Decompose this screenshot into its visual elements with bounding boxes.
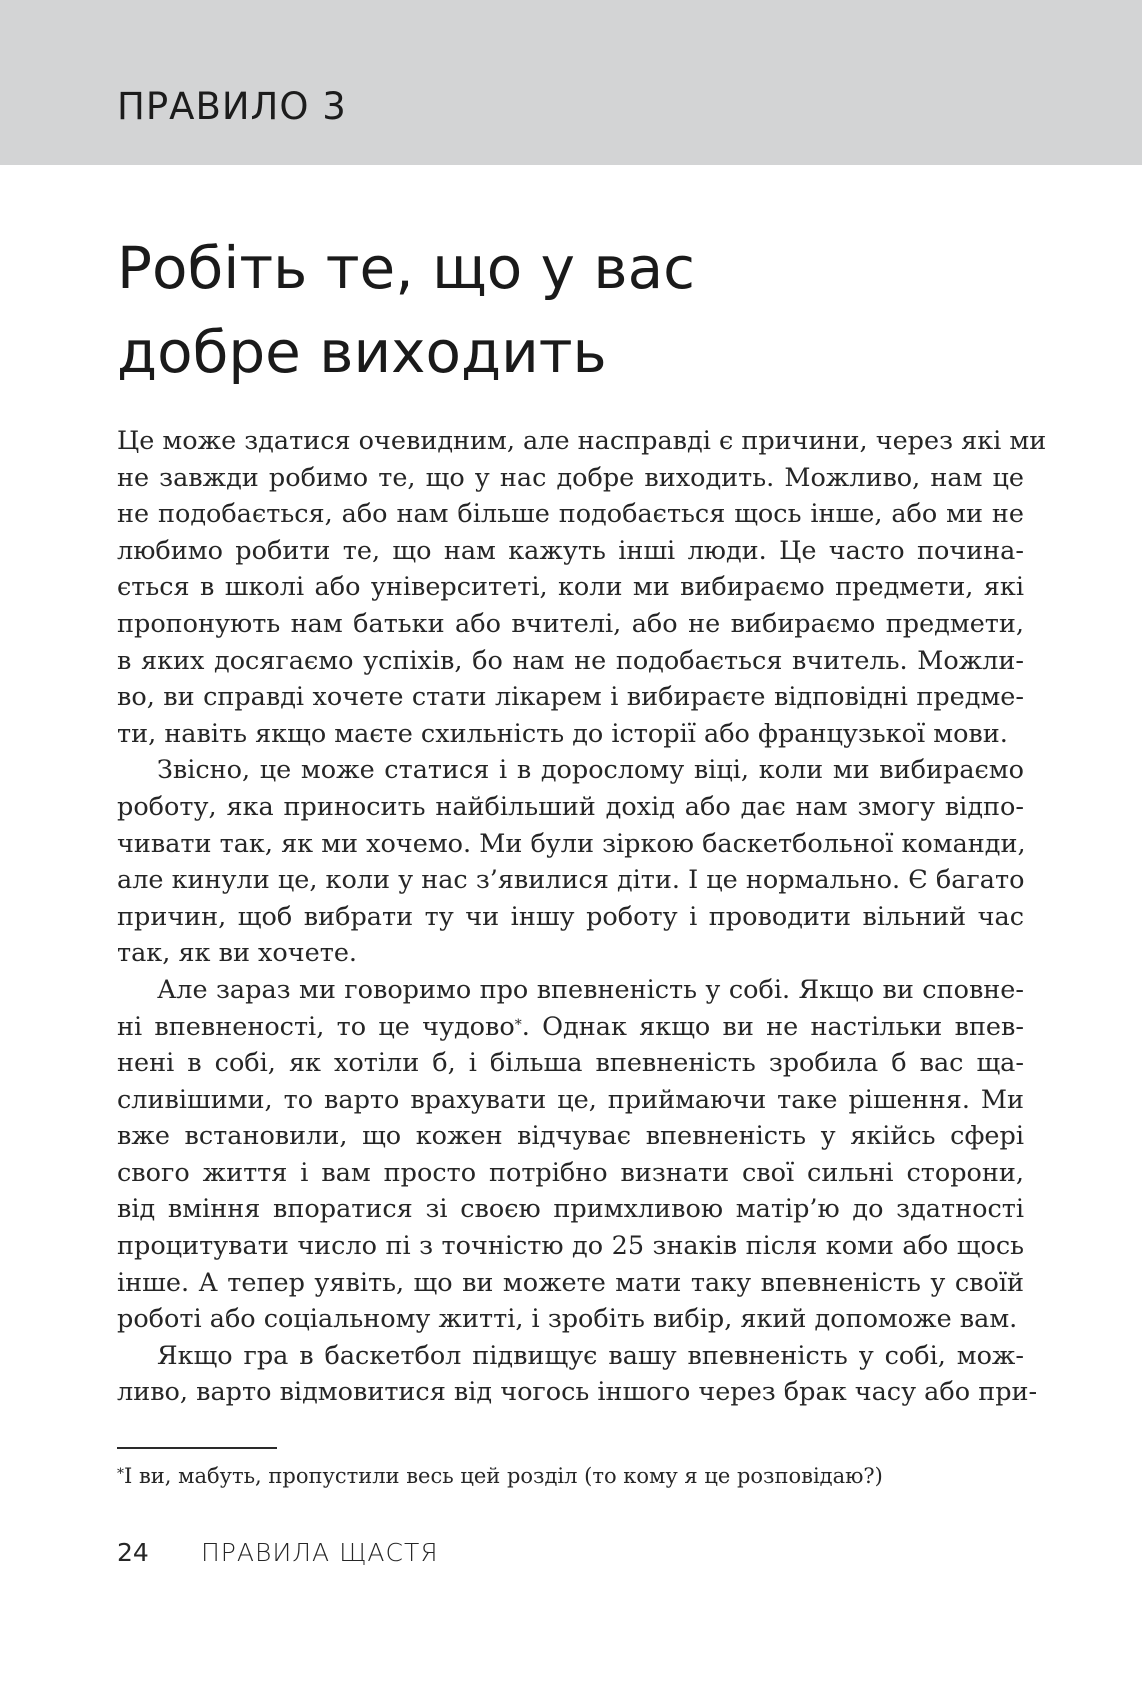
body-line: Але зараз ми говоримо про впевненість у собі. Якщо ви сповне- bbox=[157, 974, 1024, 1005]
body-line: пропонують нам батьки або вчителі, або не вибираємо предмети, bbox=[117, 608, 1024, 639]
body-line: ється в школі або університеті, коли ми вибираємо предмети, які bbox=[117, 572, 1024, 603]
book-title: ПРАВИЛА ЩАСТЯ bbox=[201, 1538, 439, 1567]
body-line: чивати так, як ми хочемо. Ми були зіркою баскетбольної команди, bbox=[117, 828, 1026, 859]
body-line: не завжди робимо те, що у нас добре виходить. Можливо, нам це bbox=[117, 462, 1024, 493]
body-text bbox=[117, 423, 1047, 1411]
footnote-divider bbox=[117, 1447, 277, 1449]
body-line: нені в собі, як хотіли б, і більша впевненість зробила б вас ща- bbox=[117, 1048, 1024, 1079]
body-line: так, як ви хочете. bbox=[117, 938, 358, 969]
body-line: роботі або соціальному житті, і зробіть вибір, який допоможе вам. bbox=[117, 1304, 1018, 1335]
body-line: ти, навіть якщо маєте схильність до історії або французької мови. bbox=[117, 718, 1008, 749]
body-line-part: ні впевненості, то це чудово bbox=[117, 1011, 515, 1042]
body-line: Це може здатися очевидним, але насправді є причини, через які ми bbox=[117, 426, 1047, 456]
rule-label: ПРАВИЛО 3 bbox=[117, 85, 347, 128]
chapter-title bbox=[117, 226, 1037, 394]
body-line: не подобається, або нам більше подобається щось інше, або ми не bbox=[117, 499, 1024, 530]
page-number: 24 bbox=[117, 1538, 149, 1567]
body-line: роботу, яка приносить найбільший дохід або дає нам змогу відпо- bbox=[117, 791, 1024, 822]
chapter-title-line-1: Робіть те, що у вас bbox=[117, 234, 696, 302]
body-line: сливішими, то варто врахувати це, приймаючи таке рішення. Ми bbox=[117, 1084, 1024, 1115]
footnote-marker-ref: * bbox=[117, 1466, 124, 1482]
body-line: Звісно, це може статися і в дорослому віці, коли ми вибираємо bbox=[157, 755, 1024, 786]
header-band bbox=[0, 0, 1142, 165]
body-line: в яких досягаємо успіхів, бо нам не подобається вчитель. Можли- bbox=[117, 645, 1024, 676]
footnote-text: І ви, мабуть, пропустили весь цей розділ (то кому я це розповідаю?) bbox=[124, 1464, 883, 1488]
chapter-title-line-2: добре виходить bbox=[117, 318, 607, 386]
body-line: свого життя і вам просто потрібно визнати свої сильні сторони, bbox=[117, 1157, 1024, 1188]
body-line: інше. А тепер уявіть, що ви можете мати таку впевненість у своїй bbox=[117, 1267, 1024, 1298]
body-line: від вміння впоратися зі своєю примхливою матір’ю до здатності bbox=[117, 1194, 1024, 1225]
body-line: причин, щоб вибрати ту чи іншу роботу і проводити вільний час bbox=[117, 901, 1024, 932]
footnote bbox=[117, 1462, 883, 1490]
body-line: любимо робити те, що нам кажуть інші люди. Це часто почина- bbox=[117, 535, 1024, 566]
body-line-with-footnote bbox=[117, 1009, 1024, 1046]
body-line: ливо, варто відмовитися від чогось іншого через брак часу або при- bbox=[117, 1377, 1038, 1408]
body-line: во, ви справді хочете стати лікарем і вибираєте відповідні предме- bbox=[117, 682, 1024, 713]
body-line: Якщо гра в баскетбол підвищує вашу впевненість у собі, мож- bbox=[157, 1340, 1024, 1371]
body-line: вже встановили, що кожен відчуває впевненість у якійсь сфері bbox=[117, 1121, 1024, 1152]
body-line: але кинули це, коли у нас з’явилися діти. І це нормально. Є багато bbox=[117, 865, 1025, 896]
footnote-marker[interactable]: * bbox=[514, 1016, 522, 1033]
page-footer bbox=[117, 1540, 439, 1565]
body-line-part: . Однак якщо ви не настільки впев- bbox=[521, 1011, 1024, 1042]
body-line: процитувати число пі з точністю до 25 знаків після коми або щось bbox=[117, 1231, 1024, 1262]
